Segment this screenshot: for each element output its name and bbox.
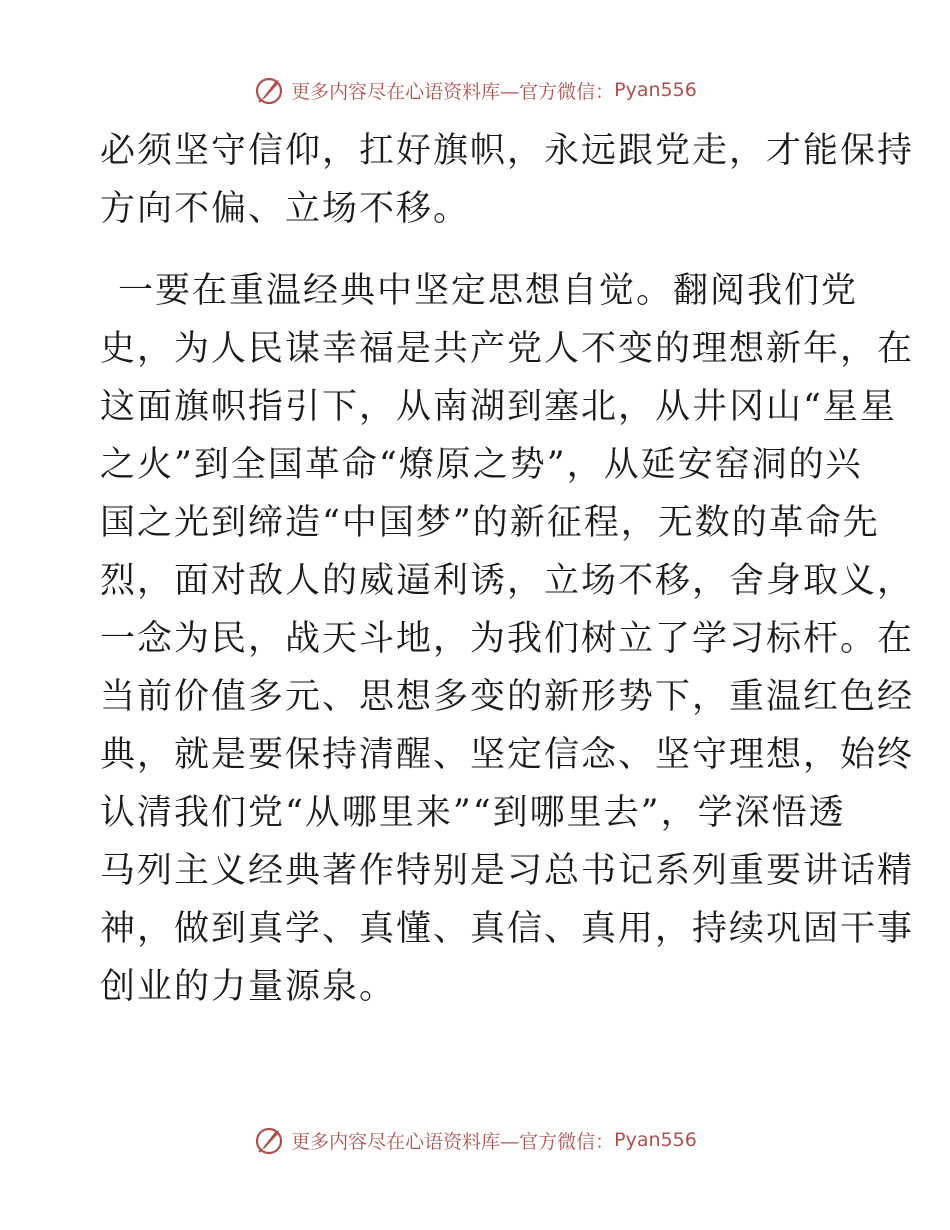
wechat-id: Pyan556 bbox=[614, 1129, 697, 1151]
text-line: 当前价值多元、思想多变的新形势下，重温红色经 bbox=[100, 677, 915, 717]
text-line: 创业的力量源泉。 bbox=[100, 967, 397, 1007]
text-line: 方向不偏、立场不移。 bbox=[100, 189, 471, 229]
wechat-id: Pyan556 bbox=[614, 79, 697, 101]
text-line: 神，做到真学、真懂、真信、真用，持续巩固干事 bbox=[100, 909, 915, 949]
paragraph-1 bbox=[100, 122, 915, 238]
banner-text: 更多内容尽在心语资料库—官方微信： bbox=[291, 1130, 615, 1153]
text-line: 典，就是要保持清醒、坚定信念、坚守理想，始终 bbox=[100, 735, 915, 775]
document-body bbox=[100, 122, 915, 1016]
text-line: 之火”到全国革命“燎原之势”，从延安窑洞的兴 bbox=[100, 445, 863, 485]
text-line: 国之光到缔造“中国梦”的新征程，无数的革命先 bbox=[100, 503, 880, 543]
header-watermark-banner bbox=[0, 70, 950, 110]
banner-text: 更多内容尽在心语资料库—官方微信： bbox=[291, 80, 615, 103]
quill-logo-icon bbox=[253, 74, 285, 106]
text-line: 一要在重温经典中坚定思想自觉。翻阅我们党 bbox=[118, 271, 859, 311]
quill-logo-icon bbox=[253, 1124, 285, 1156]
text-line: 必须坚守信仰，扛好旗帜，永远跟党走，才能保持 bbox=[100, 131, 915, 171]
paragraph-2 bbox=[100, 262, 915, 1016]
text-line: 认清我们党“从哪里来”“到哪里去”，学深悟透 bbox=[100, 793, 846, 833]
text-line: 史，为人民谋幸福是共产党人不变的理想新年，在 bbox=[100, 329, 915, 369]
text-line: 这面旗帜指引下，从南湖到塞北，从井冈山“星星 bbox=[100, 387, 897, 427]
text-line: 一念为民，战天斗地，为我们树立了学习标杆。在 bbox=[100, 619, 915, 659]
text-line: 马列主义经典著作特别是习总书记系列重要讲话精 bbox=[100, 851, 915, 891]
footer-watermark-banner bbox=[0, 1120, 950, 1160]
text-line: 烈，面对敌人的威逼利诱，立场不移，舍身取义， bbox=[100, 561, 915, 601]
